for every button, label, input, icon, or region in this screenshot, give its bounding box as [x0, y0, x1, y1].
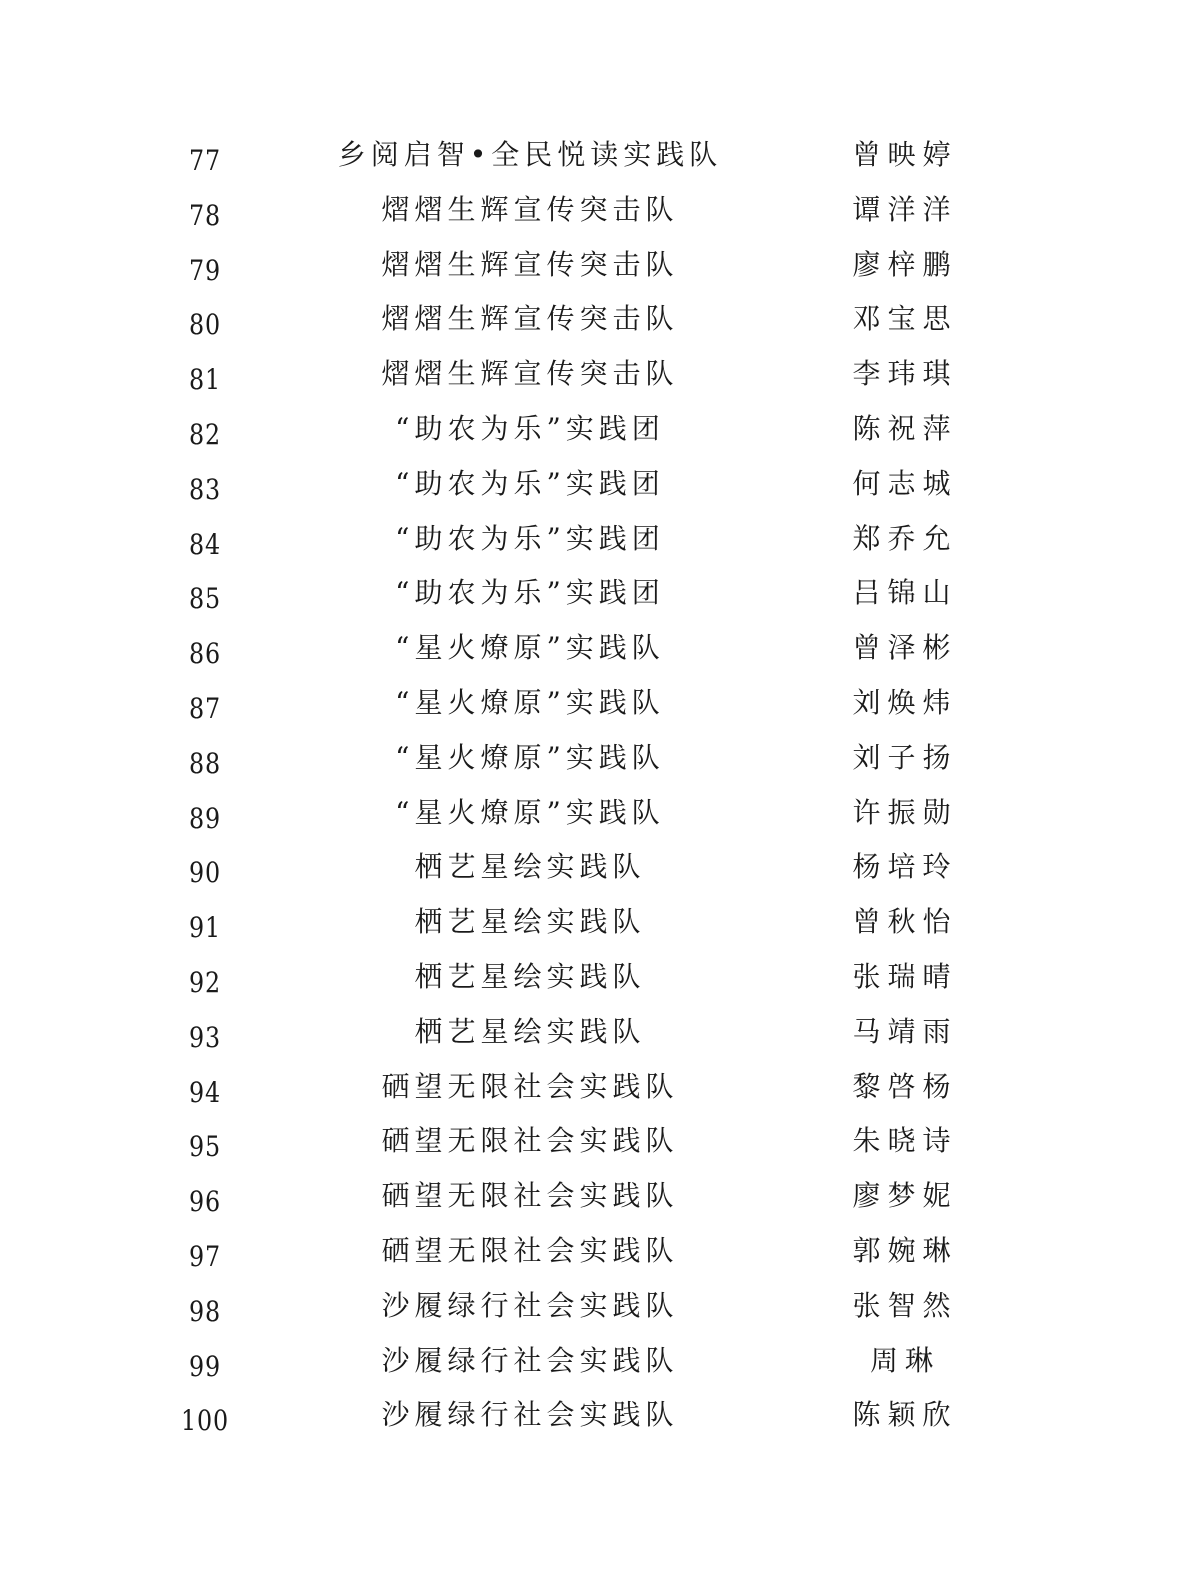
row-number: 77 [188, 144, 221, 177]
row-number: 93 [188, 1020, 221, 1054]
table-row [0, 512, 1179, 567]
table-row [0, 1224, 1179, 1279]
team-name: 栖艺星绘实践队 [414, 905, 646, 939]
team-name: 沙履绿行社会实践队 [381, 1288, 679, 1322]
team-name: “助农为乐”实践团 [395, 521, 665, 555]
row-number: 88 [188, 746, 221, 780]
member-name: 廖梦妮 [852, 1179, 958, 1213]
table-row [0, 1388, 1179, 1443]
member-name: 杨培玲 [852, 850, 958, 884]
table-row [0, 1005, 1179, 1060]
table-row [0, 347, 1179, 402]
table-row [0, 1279, 1179, 1334]
table-row [0, 950, 1179, 1005]
table-row [0, 786, 1179, 841]
table-row [0, 457, 1179, 512]
table-row [0, 402, 1179, 457]
row-number: 94 [188, 1075, 221, 1109]
row-number: 96 [188, 1185, 221, 1219]
row-number: 78 [188, 198, 221, 232]
table-row [0, 1060, 1179, 1115]
row-number: 97 [188, 1239, 221, 1273]
member-name: 黎啓杨 [852, 1069, 958, 1103]
team-name: “星火燎原”实践队 [395, 631, 665, 665]
table-row [0, 1169, 1179, 1224]
row-number: 82 [188, 417, 221, 451]
team-name: “助农为乐”实践团 [395, 576, 665, 610]
member-name: 邓宝思 [852, 302, 958, 336]
team-name: “星火燎原”实践队 [395, 740, 665, 774]
team-name: “助农为乐”实践团 [395, 411, 665, 445]
member-name: 许振勋 [852, 795, 958, 829]
row-number: 85 [188, 582, 221, 616]
table-row [0, 183, 1179, 238]
table-row [0, 1114, 1179, 1169]
table-row [0, 1334, 1179, 1389]
row-number: 100 [181, 1404, 229, 1438]
table-row [0, 292, 1179, 347]
member-name: 郑乔允 [852, 521, 958, 555]
team-name: 熠熠生辉宣传突击队 [381, 302, 679, 336]
table-row [0, 238, 1179, 293]
table-row [0, 895, 1179, 950]
row-number: 87 [188, 691, 221, 725]
row-number: 91 [188, 911, 221, 945]
team-name: 熠熠生辉宣传突击队 [381, 247, 679, 281]
team-name: “助农为乐”实践团 [395, 466, 665, 500]
row-number: 80 [188, 308, 221, 342]
row-number: 90 [188, 856, 221, 890]
team-name: “星火燎原”实践队 [395, 685, 665, 719]
table-row [0, 621, 1179, 676]
member-name: 朱晓诗 [852, 1124, 958, 1158]
member-name: 曾泽彬 [852, 631, 958, 665]
member-name: 曾秋怡 [852, 905, 958, 939]
team-name: 硒望无限社会实践队 [381, 1124, 679, 1158]
row-number: 79 [188, 253, 221, 287]
team-name: 栖艺星绘实践队 [414, 959, 646, 993]
member-name: 马靖雨 [852, 1014, 958, 1048]
member-name: 刘焕炜 [852, 685, 958, 719]
member-name: 陈祝萍 [852, 411, 958, 445]
member-name: 郭婉琳 [852, 1233, 958, 1267]
row-number: 92 [188, 965, 221, 999]
member-name: 陈颖欣 [852, 1398, 958, 1432]
team-name: 熠熠生辉宣传突击队 [381, 192, 679, 226]
row-number: 89 [188, 801, 221, 835]
member-name: 谭洋洋 [852, 192, 958, 226]
team-name: 乡阅启智•全民悦读实践队 [337, 138, 723, 171]
table-row [0, 731, 1179, 786]
member-name: 张瑞晴 [852, 959, 958, 993]
table-row [0, 840, 1179, 895]
member-name: 刘子扬 [852, 740, 958, 774]
row-number: 98 [188, 1294, 221, 1328]
team-name: 栖艺星绘实践队 [414, 850, 646, 884]
row-number: 95 [188, 1130, 221, 1164]
member-name: 周琳 [869, 1343, 940, 1377]
team-name: 硒望无限社会实践队 [381, 1233, 679, 1267]
row-number: 83 [188, 472, 221, 506]
row-number: 86 [188, 637, 221, 671]
table-row [0, 128, 1179, 183]
member-name: 张智然 [852, 1288, 958, 1322]
member-name: 曾映婷 [852, 138, 958, 171]
table-row [0, 676, 1179, 731]
team-name: 栖艺星绘实践队 [414, 1014, 646, 1048]
member-name: 吕锦山 [852, 576, 958, 610]
member-table [0, 128, 1179, 1443]
team-name: 沙履绿行社会实践队 [381, 1398, 679, 1432]
member-name: 廖梓鹏 [852, 247, 958, 281]
team-name: 硒望无限社会实践队 [381, 1069, 679, 1103]
row-number: 81 [188, 363, 221, 397]
row-number: 99 [188, 1349, 221, 1383]
team-name: 硒望无限社会实践队 [381, 1179, 679, 1213]
row-number: 84 [188, 527, 221, 561]
team-name: 沙履绿行社会实践队 [381, 1343, 679, 1377]
table-row [0, 566, 1179, 621]
member-name: 何志城 [852, 466, 958, 500]
team-name: “星火燎原”实践队 [395, 795, 665, 829]
member-name: 李玮琪 [852, 357, 958, 391]
team-name: 熠熠生辉宣传突击队 [381, 357, 679, 391]
